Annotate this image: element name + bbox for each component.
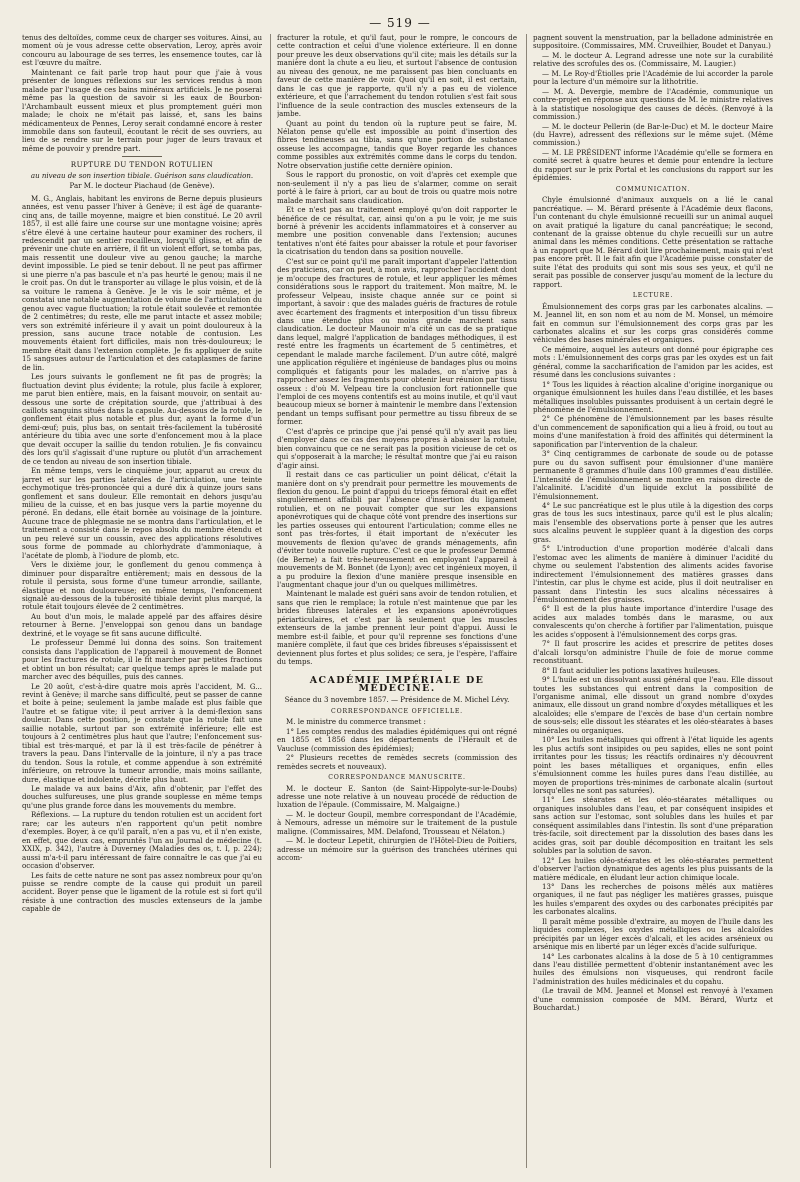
paragraph: Les jours suivants le gonflement ne fit pas de progrès; la fluctuation devint plus évidente; la rotule, plus facile à explorer, me parut bien entière, mais, en la faisant mouvoir, on sentait au-dessous une sorte de crépitation sourde, que j'attribuai à des caillots sanguins situés dans la capsule. Au-dessous de la rotule, le gonflement était plus notable et plus dur, ayant la forme d'un demi-œuf; puis, plus bas, on sentait très-facilement la tubérosité antérieure du tibia avec une sorte d'enfoncement mou à la place que devait occuper la saillie du tendon rotulien. Je fis convaincu dès lors qu'il s'agissait d'une rupture ou plutôt d'un arrachement de ce tendon au niveau de son insertion tibiale. [22,372,262,466]
subsection-heading: CORRESPONDANCE MANUSCRITE. [328,774,466,782]
paragraph: Les faits de cette nature ne sont pas assez nombreux pour qu'on puisse se rendre compte de la cause qui produit un pareil accident. Boyer pense que le ligament de la rotule est si fort qu'il résiste à une contraction des muscles extenseurs de la jambe capable de [22,870,262,914]
paragraph: 12° Les huiles oléo-stéarates et les oléo-stéarates permettent d'observer l'action dynamique des agents les plus puissants de la matière médicale, en éludant leur action chimique locale. [533,855,773,882]
paragraph: — M. le docteur Goupil, membre correspondant de l'Académie, à Nemours, adresse un mémoire sur le traitement de la pustule maligne. (Commissaires, MM. Delafond, Trousseau et Nélaton.) [277,809,517,836]
paragraph: Réflexions. — La rupture du tendon rotulien est un accident fort rare; car les auteurs n'en rapportent qu'un petit nombre d'exemples. Boyer, à ce qu'il paraît, n'en a pas vu, et il n'en existe, en effet, que deux cas, empruntés l'un au Journal de médecine (t. XXIX, p. 342), l'autre à Duverney (Maladies des os, t. I, p. 224); aussi m'a-t-il paru intéressant de faire connaître le cas que j'ai eu occasion d'observer. [22,810,262,871]
paragraph: 4° Le suc pancréatique est le plus utile à la digestion des corps gras de tous les sucs intestinaux, parce qu'il est le plus alcalin; mais l'ensemble des observations porte à penser que les autres sucs alcalins peuvent le suppléer quant à la digestion des corps gras. [533,501,773,544]
paragraph: pagnent souvent la menstruation, par la belladone administrée en suppositoire. (Commissaires, MM. Cruveilhier, Boudet et Danyau.) [533,34,773,51]
paragraph: Il restait dans ce cas particulier un point délicat, c'était la manière dont on s'y prendrait pour permettre les mouvements de flexion du genou. Le point d'appui du triceps fémoral était en effet singulièrement affaibli par l'absence d'insertion du ligament rotulien, et on ne pouvait compter que sur les expansions aponévrotiques qui de chaque côté vont prendre des insertions sur les parties osseuses qui entourent l'articulation; comme elles ne sont pas très-fortes, il était important de n'exécuter les mouvements de flexion qu'avec de grands ménagements, afin d'éviter toute nouvelle rupture. C'est ce que le professeur Demmé (de Berne) a fait très-heureusement en employant l'appareil à mouvements de M. Bonnet (de Lyon); avec cet ingénieux moyen, il a pu produire la flexion d'une manière presque insensible en l'augmentant chaque jour d'un ou quelques millimètres. [277,470,517,589]
paragraph: tenus des deltoïdes, comme ceux de charger ses voitures. Ainsi, au moment où je vous adresse cette observation, Leroy, après avoir concouru au labourage de ses terres, les ensemence toutes, car là est l'œuvre du maître. [22,34,262,68]
paragraph: Ce mémoire, auquel les auteurs ont donné pour épigraphe ces mots : L'émulsionnement des corps gras par les oxydes est un fait général, comme la saccharification de l'amidon par les acides, est résumé dans les conclusions suivantes : [533,344,773,380]
subsection-heading: COMMUNICATION. [615,185,691,193]
paragraph: 2° Plusieurs recettes de remèdes secrets (commission des remèdes secrets et nouveaux). [277,753,517,771]
paragraph: C'est d'après ce principe que j'ai pensé qu'il n'y avait pas lieu d'employer dans ce cas des moyens propres à abaisser la rotule, bien convaincu que ce ne serait pas la position vicieuse de cet os qui s'opposerait à la marche; le résultat montre que j'ai eu raison d'agir ainsi. [277,426,517,470]
paragraph: Et ce n'est pas au traitement employé qu'on doit rapporter le bénéfice de ce résultat, car, ainsi qu'on a pu le voir, je me suis borné à prévenir les accidents inflammatoires et à conserver au membre une position convenable dans l'extension; aucunes tentatives n'ont été faites pour abaisser la rotule et pour favoriser la cicatrisation du tendon dans sa position nouvelle. [277,205,517,257]
paragraph: 1° Tous les liquides à réaction alcaline d'origine inorganique ou organique émulsionnent les huiles dans l'eau distillée, et les bases métalliques insolubles puissantes produisent à un certain degré le phénomène de l'émulsionnement. [533,379,773,415]
paragraph: M. le docteur E. Santon (de Saint-Hippolyte-sur-le-Doubs) adresse une note relative à un nouveau procédé de réduction de luxation de l'épaule. (Commissaire, M. Malgaigne.) [277,783,517,810]
session-line: Séance du 3 novembre 1857. — Présidence de M. Michel Lévy. [284,695,510,705]
paragraph: 9° L'huile est un dissolvant aussi général que l'eau. Elle dissout toutes les substances qui entrent dans la composition de l'organisme animal, elle dissout un grand nombre d'oxydes animaux, elle dissout un grand nombre d'oxydes métalliques et les alcaloïdes; elle s'empare de l'excès de base d'un certain nombre de sous-sels; elle dissout les stéarates et les oléo-stéarates à bases minérales ou organiques. [533,675,773,735]
paragraph: Quant au point du tendon où la rupture peut se faire, M. Nélaton pense qu'elle est impossible au point d'insertion des fibres tendineuses au tibia, sans qu'une portion de substance osseuse les accompagne, tandis que Boyer regarde les chances comme possibles aux extrémités comme dans le corps du tendon. Notre observation justifie cette dernière opinion. [277,118,517,170]
paragraph: Le malade va aux bains d'Aix, afin d'obtenir, par l'effet des douches sulfureuses, une plus grande souplesse en même temps qu'une plus grande force dans les mouvements du membre. [22,783,262,810]
columns [22,34,782,1168]
paragraph: Le 20 août, c'est-à-dire quatre mois après l'accident, M. G... revint à Genève; il marche sans difficulté, peut se passer de canne et boite à peine; seulement la jambe malade est plus faible que l'autre et se fatigue vite; il peut arriver à la demi-flexion sans douleur. Dans cette position, je constate que la rotule fait une saillie notable, surtout par son extrémité inférieure; elle est toujours à 2 centimètres plus haut que l'autre; l'enfoncement sus-tibial est très-marqué, et par là il est très-facile de pénétrer à travers la peau. Dans l'intervalle de la jointure, il n'y a pas trace du tendon. Sous la rotule, et comme appendue à son extrémité inférieure, on retrouve la tumeur arrondie, mais moins saillante, dure, élastique et indolente, décrite plus haut. [22,681,262,784]
column-3 [533,34,773,1168]
paragraph: — M. LE PRÉSIDENT informe l'Académie qu'elle se formera en comité secret à quatre heures et demie pour entendre la lecture du rapport sur le prix Portal et les conclusions du rapport sur les épidémies. [533,147,773,183]
paragraph: — M. le docteur Lepetit, chirurgien de l'Hôtel-Dieu de Poitiers, adresse un mémoire sur la guérison des tranchées utérines qui accom- [277,836,517,863]
paragraph: fracturer la rotule, et qu'il faut, pour le rompre, le concours de cette contraction et celui d'une violence extérieure. Il en donne pour preuve les deux observations qu'il cite; mais les détails sur la manière dont la chute a eu lieu, et surtout l'absence de contusion au niveau des genoux, ne me paraissent pas bien concluants en faveur de cette manière de voir. Quoi qu'il en soit, il est certain, dans le cas que je rapporte, qu'il n'y a pas eu de violence extérieure, et que l'arrachement du tendon rotulien s'est fait sous l'influence de la seule contraction des muscles extenseurs de la jambe. [277,34,517,119]
paragraph: 6° Il est de la plus haute importance d'interdire l'usage des acides aux malades tombés dans le marasme, ou aux convalescents qu'on cherche à fortifier par l'alimentation, puisque les acides s'opposent à l'émulsionnement des corps gras. [533,604,773,639]
paragraph: 7° Il faut proscrire les acides et prescrire de petites doses d'alcali lorsqu'on administre l'huile de foie de morue comme reconstituant. [533,639,773,666]
paragraph: 5° L'introduction d'une proportion modérée d'alcali dans l'estomac avec les aliments de manière à diminuer l'acidité du chyme ou seulement l'abstention des aliments acides favorise indirectement l'émulsionnement des matières grasses dans l'intestin, car plus le chyme est acide, plus il doit neutraliser en passant dans l'intestin les sucs alcalins nécessaires à l'émulsionnement des graisses. [533,544,773,604]
paragraph: 2° Ce phénomène de l'émulsionnement par les bases résulte d'un commencement de saponification qui a lieu à froid, ou tout au moins d'une manifestation à froid des affinités qui déterminent la saponification par l'intervention de la chaleur. [533,414,773,449]
article-heading: RUPTURE DU TENDON ROTULIEN [70,160,214,170]
paragraph: Le professeur Demmé lui donna des soins. Son traitement consista dans l'application de l'appareil à mouvement de Bonnet pour les fractures de rotule, il le fit marcher par petites fractions et obtint un bon résultat; car quelque temps après le malade put marcher avec des béquilles, puis des cannes. [22,638,262,682]
paragraph: 3° Cinq centigrammes de carbonate de soude ou de potasse pure ou du savon suffisent pour émulsionner d'une manière permanente 8 grammes d'huile dans 100 grammes d'eau distillée. L'intensité de l'émulsionnement se montre en raison directe de l'alcalinité. L'acidité d'un liquide exclut la possibilité de l'émulsionnement. [533,449,773,501]
article-subheading: au niveau de son insertion tibiale. Guérison sans claudication. [30,170,254,180]
paragraph: — M. A. Devergie, membre de l'Académie, communique un contre-projet en réponse aux questions de M. le ministre relatives à la statistique nosologique des causes de décès. (Renvoyé à la commission.) [533,86,773,122]
paragraph: Maintenant ce fait parle trop haut pour que j'aie à vous présenter de longues réflexions sur les services rendus à mon malade par l'usage de ces bains minéraux artificiels. Je ne poserai même pas la question de savoir si les eaux de Bourbon-l'Archambault eussent mieux et plus promptement guéri mon malade; le choix ne m'était pas laissé, et, sans les bains médicamenteux de Pennes, Leroy serait condamné encore à rester immobile dans son fauteuil, écoutant le récit de ses ouvriers, au lieu de se rendre sur le terrain pour juger de leurs travaux et même de pouvoir y prendre part. [22,67,262,153]
paragraph: C'est sur ce point qu'il me paraît important d'appeler l'attention des praticiens, car on peut, à mon avis, rapprocher l'accident dont je m'occupe des fractures de rotule, et leur appliquer les mêmes considérations sous le rapport du traitement. Mon maître, M. le professeur Velpeau, insiste chaque année sur ce point si important, à savoir : que des malades guéris de fractures de rotule avec écartement des fragments et interposition d'un tissu fibreux dans une étendue plus ou moins grande marchent sans claudication. Le docteur Maunoir m'a cité un cas de sa pratique dans lequel, malgré l'application de bandages méthodiques, il est resté entre les fragments un écartement de 5 centimètres, et cependant le malade marche facilement. D'un autre côté, malgré une application régulière et ingénieuse de bandages plus ou moins compliqués et fatigants pour les malades, on n'arrive pas à rapprocher assez les fragments pour obtenir leur réunion par tissu osseux : d'où M. Velpeau tire la conclusion fort rationnelle que l'emploi de ces moyens contentifs est au moins inutile, et qu'il vaut beaucoup mieux se borner à maintenir le membre dans l'extension pendant un temps suffisant pour permettre au tissu fibreux de se former. [277,256,517,427]
column-2 [277,34,517,1168]
paragraph: 11° Les stéarates et les oléo-stéarates métalliques ou organiques insolubles dans l'eau, et par conséquent insipides et sans action sur l'estomac, sont solubles dans les huiles et par conséquent assimilables dans l'intestin. Ils sont d'une préparation très-facile, soit directement par la dissolution des bases dans les acides gras, soit par double décomposition en traitant les sels solubles par la solution de savon. [533,795,773,856]
paragraph: 13° Dans les recherches de poisons mêlés aux matières organiques, il ne faut pas négliger les matières grasses, puisque les huiles s'emparent des oxydes ou des carbonates précipités par les carbonates alcalins. [533,881,773,917]
paragraph: 1° Les comptes rendus des maladies épidémiques qui ont régné en 1855 et 1856 dans les départements de l'Hérault et de Vaucluse (commission des épidémies); [277,726,517,753]
paragraph: — M. Le Roy-d'Étiolles prie l'Académie de lui accorder la parole pour la lecture d'un mémoire sur la lithotritie. [533,68,773,87]
paragraph: (Le travail de MM. Jeannel et Monsel est renvoyé à l'examen d'une commission composée de MM. Bérard, Wurtz et Bouchardat.) [533,986,773,1013]
paragraph: — M. le docteur Pellerin (de Bar-le-Duc) et M. le docteur Maire (du Havre), adressent des réflexions sur le même sujet. (Même commission.) [533,121,773,148]
paragraph: Sous le rapport du pronostic, on voit d'après cet exemple que non-seulement il n'y a pas lieu de s'alarmer, comme on serait porté à le faire à priori, car au bout de trois ou quatre mois notre malade marchait sans claudication. [277,170,517,205]
separator [352,670,442,671]
paragraph: En même temps, vers le cinquième jour, apparut au creux du jarret et sur les parties latérales de l'articulation, une teinte ecchymotique très-prononcée qui a duré dix à quinze jours sans gonflement et sans douleur. Elle remontait en dehors jusqu'au milieu de la cuisse, et en bas jusque vers la partie moyenne du péroné. En dedans, elle était bornée au voisinage de la jointure. Aucune trace de phlegmasie ne se montra dans l'articulation, et le traitement a consisté dans le repos absolu du membre étendu et un peu relevé sur un coussin, avec des applications résolutives sous forme de pommade au chlorhydrate d'ammoniaque, à l'acétate de plomb, à l'iodure de plomb, etc. [22,466,262,560]
paragraph: Chyle émulsionné d'animaux auxquels on a lié le canal pancréatique. — M. Bérard présente à l'Académie deux flacons, l'un contenant du chyle émulsionné recueilli sur un animal auquel on avait pratiqué la ligature du canal pancréatique; le second, contenant de la graisse obtenue du chyle recueilli sur un autre animal dans les mêmes conditions. Cette présentation se rattache à un rapport que M. Bérard doit lire prochainement, mais qui n'est pas encore prêt. Il le fait afin que l'Académie puisse constater de suite l'état des produits qui sont mis sous ses yeux, et qu'il ne serait pas possible de conserver jusqu'au moment de la lecture du rapport. [533,195,773,289]
section-heading-academy: ACADÉMIE IMPÉRIALE DE MÉDECINE. [309,674,485,694]
subsection-heading: LECTURE. [632,292,674,300]
column-1 [22,34,262,1168]
paragraph: Émulsionnement des corps gras par les carbonates alcalins. — M. Jeannel lit, en son nom et au nom de M. Monsel, un mémoire fait en commun sur l'émulsionnement des corps gras par les carbonates alcalins et sur les corps gras considérés comme véhicules des bases minérales et organiques. [533,301,773,345]
paragraph: Vers le dixième jour, le gonflement du genou commença à diminuer pour disparaître entièrement; mais en dessous de la rotule il persista, sous forme d'une tumeur arrondie, saillante, élastique et non douloureuse; en même temps, l'enfoncement signalé au-dessous de la tubérosité tibiale devint plus marqué, la rotule était toujours élevée de 2 centimètres. [22,560,262,612]
paragraph: 10° Les huiles métalliques qui offrent à l'état liquide les agents les plus actifs sont insipides ou peu sapides, elles ne sont point irritantes pour les tissus; les réactifs ordinaires n'y découvrent point les bases métalliques et organiques, enfin elles s'émulsionnent comme les huiles pures dans l'eau distillée, au moyen de proportions très-minimes de carbonate alcalin (surtout lorsqu'elles ne sont pas saturées). [533,735,773,795]
separator [122,156,162,157]
subsection-heading: CORRESPONDANCE OFFICIELLE. [331,707,463,715]
article-author: Par M. le docteur Piachaud (de Genève). [69,181,215,191]
paragraph: 14° Les carbonates alcalins à la dose de 5 à 10 centigrammes dans l'eau distillée permettent d'obtenir instantanément avec les huiles des émulsions non visqueuses, qui rendront facile l'administration des huiles médicinales et du copahu. [533,951,773,986]
paragraph: M. le ministre du commerce transmet : [286,717,426,727]
paragraph: Il paraît même possible d'extraire, au moyen de l'huile dans les liquides complexes, les oxydes métalliques ou les alcaloïdes précipités par un léger excès d'alcali, et les acides arsénieux ou arsénique mis en liberté par un léger excès d'acide sulfurique. [533,916,773,952]
paragraph: Maintenant le malade est guéri sans avoir de tendon rotulien, et sans que rien le remplace; la rotule n'est maintenue que par les brides fibreuses latérales et les expansions aponévrotiques périarticulaires, et c'est par là seulement que les muscles extenseurs de la jambe prennent leur point d'appui. Aussi le membre est-il faible, et pour qu'il reprenne ses fonctions d'une manière complète, il faut que ces brides fibreuses s'épaississent et deviennent plus fortes et plus solides; ce sera, je l'espère, l'affaire du temps. [277,589,517,667]
paragraph: Au bout d'un mois, le malade appelé par des affaires désire retourner à Berne. J'enveloppai son genou dans un bandage dextriné, et le voyage se fit sans aucune difficulté. [22,611,262,638]
paragraph: — M. le docteur A. Legrand adresse une note sur la curabilité relative des scrofules des os. (Commissaire, M. Laugier.) [533,50,773,69]
page-number: — 519 — [369,16,431,30]
paragraph: 8° Il faut acidulier les potions laxatives huileuses. [542,665,721,675]
paragraph: M. G., Anglais, habitant les environs de Berne depuis plusieurs années, est venu passer l'hiver à Genève; il est âgé de quarante-cinq ans, de taille moyenne, maigre et bien constitué. Le 20 avril 1857, il est allé faire une course sur une montagne voisine; après s'être élevé à une certaine hauteur pour examiner des rochers, il redescendit par un sentier rocailleux, lorsqu'il glissa, et afin de prévenir une chute en arrière, il fit un violent effort, se tomba pas, mais ressentit une douleur vive au genou gauche; la marche devint impossible. Le pied se tenir debout. Il ne peut pas affirmer si une pierre n'a pas bascule et n'a pas heurté le genou; mais il ne le croit pas. On dut le transporter au village le plus voisin, et de là sa voiture le ramena à Genève. Je le vis le soir même, et je constatai une notable augmentation de volume de l'articulation du genou avec vague fluctuation; la rotule était soulevée et remontée de 2 centimètres; du reste, elle me parut intacte et assez mobile; vers son extrémité inférieure il y avait un point douloureux à la pression, sans aucune trace notable de contusion. Les mouvements étaient fort difficiles, mais non très-douloureux; le membre était dans l'extension complète. Je fis appliquer de suite 15 sangsues autour de l'articulation et des cataplasmes de farine de lin. [22,193,262,372]
